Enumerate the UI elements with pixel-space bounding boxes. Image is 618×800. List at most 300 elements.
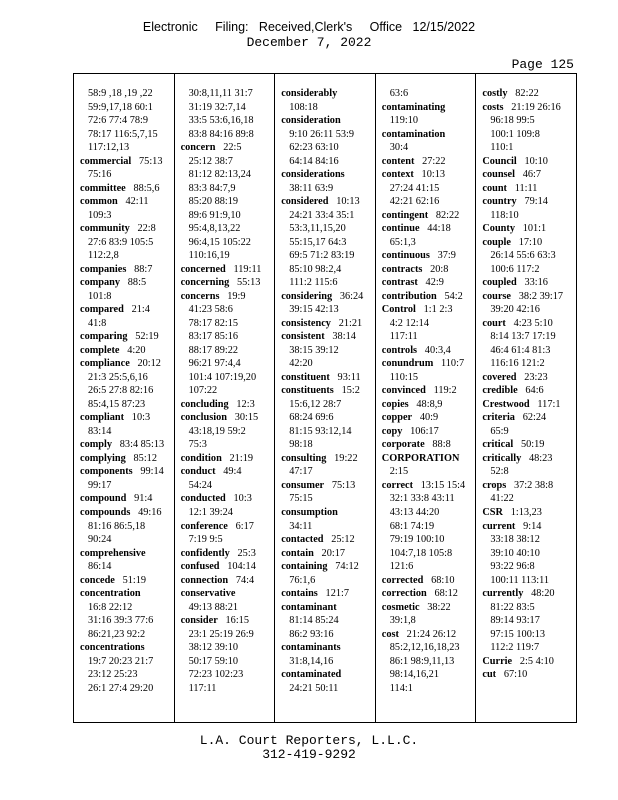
index-headword: condition [180,452,222,464]
index-entry [382,384,476,398]
index-entry [80,155,174,169]
index-refs-line: 21:3 25:5,6,16 [88,371,148,383]
index-headword: contain [281,547,314,559]
index-refs-line: 118:10 [490,209,519,221]
index-headword: comprehensive [80,547,146,559]
index-refs-line: 12:1 39:24 [188,506,233,518]
index-entry [80,182,174,196]
index-headword: compliance [80,358,130,370]
index-entry [181,520,275,534]
index-headword: comply [80,439,113,451]
index-headword: confused [180,561,220,573]
index-entry [382,344,476,358]
index-headword: companies [80,263,127,275]
index-refs-line: 81:12 82:13,24 [188,169,251,181]
index-entry [482,195,576,209]
index-headword: considering [281,290,333,302]
index-entry [382,303,476,317]
index-refs-line: 24:21 50:11 [289,682,339,694]
index-headword: course [482,290,511,302]
index-page-refs: 54:2 [444,290,463,302]
index-page-refs: 88:5,6 [133,182,160,194]
index-entry [80,330,174,344]
index-headword: common [80,196,118,208]
index-refs-line: 47:17 [289,466,313,478]
index-entry [80,547,174,561]
index-refs-line: 24:21 33:4 35:1 [289,209,355,221]
index-refs-line: 31:8,14,16 [289,655,334,667]
index-headword: compounds [80,506,131,518]
index-entry [382,263,476,277]
index-page-refs: 37:9 [437,250,456,262]
index-refs-line: 112:2,8 [88,250,119,262]
index-headword: concentration [80,588,141,600]
index-entry [281,290,375,304]
index-entry [281,506,375,520]
index-headword: corporate [381,439,425,451]
index-headword: concerning [180,277,230,289]
index-headword: contingent [381,209,429,221]
index-refs-line: 107:22 [188,385,218,397]
index-page-refs: 10:13 [421,169,446,181]
index-refs-line: 83:17 85:16 [188,331,239,343]
index-page-refs: 25:3 [237,547,256,559]
index-page-refs: 88:8 [432,439,451,451]
index-entry [281,560,375,574]
index-entry [382,479,476,493]
index-headword: correction [381,588,427,600]
index-headword: count [482,182,507,194]
index-page-refs: 21:24 26:12 [406,628,457,640]
index-entry [80,357,174,371]
index-refs-line: 43:13 44:20 [389,506,440,518]
index-refs-line: 86:14 [88,561,112,573]
index-page-refs: 22:5 [223,142,242,154]
index-page-refs: 20:17 [321,547,346,559]
index-entry [482,276,576,290]
index-entry [382,425,476,439]
index-headword: confidently [180,547,230,559]
index-page-refs: 46:7 [522,169,542,181]
index-refs-line: 90:24 [88,534,112,546]
index-entry [382,222,476,236]
index-refs-line: 8:14 13:7 17:19 [490,331,556,343]
index-refs-line: 109:3 [88,209,112,221]
index-refs-line: 39:10 40:10 [490,547,540,559]
page-number: Page 125 [511,57,574,72]
index-entry [382,398,476,412]
index-page-refs: 67:10 [503,669,528,681]
index-refs-line: 100:11 113:11 [490,574,550,586]
index-headword: complying [80,452,126,464]
index-refs-line: 85:20 88:19 [188,196,239,208]
index-headword: consistent [281,331,325,343]
index-page-refs: 25:12 [331,534,355,546]
index-headword: consumer [281,479,325,491]
index-headword: consistency [281,317,331,329]
index-page-refs: 13:15 15:4 [420,479,466,491]
index-page-refs: 117:1 [537,398,561,410]
index-refs-line: 88:17 89:22 [188,344,239,356]
index-page-refs: 91:4 [134,493,153,505]
index-page-refs: 21:21 [338,317,363,329]
index-entry [382,128,476,142]
index-entry [482,371,576,385]
index-column-2 [174,74,275,722]
index-headword: crops [482,479,507,491]
index-refs-line: 89:14 93:17 [490,615,540,627]
index-entry [281,195,375,209]
index-refs-line: 38:15 39:12 [289,344,339,356]
index-refs-line: 39:1,8 [389,615,416,627]
index-headword: concern [180,142,216,154]
reporter-phone: 312-419-9292 [262,747,356,762]
index-entry [181,465,275,479]
index-refs-line: 42:20 [289,358,313,370]
index-headword: correct [381,479,414,491]
index-headword: couple [482,236,511,248]
index-page-refs: 88:5 [127,277,147,289]
index-refs-line: 68:1 74:19 [389,520,435,532]
index-headword: contaminants [281,642,341,654]
index-refs-line: 117:11 [188,682,217,694]
index-refs-line: 65:9 [490,425,509,437]
index-page-refs: 62:24 [522,412,547,424]
index-headword: conclusion [180,412,227,424]
index-refs-line: 83:8 84:16 89:8 [188,128,254,140]
index-refs-line: 75:15 [289,493,313,505]
index-entry [181,574,275,588]
index-headword: contracts [381,263,423,275]
index-entry [281,114,375,128]
index-headword: consideration [281,115,341,127]
index-refs-line: 81:15 93:12,14 [289,425,352,437]
index-page-refs: 27:22 [422,155,446,167]
index-headword: contaminated [281,669,342,681]
index-headword: concluding [180,398,229,410]
index-entry [482,87,576,101]
index-entry [482,236,576,250]
index-page-refs: 17:10 [518,236,543,248]
index-entry [80,195,174,209]
index-column-1 [74,74,174,722]
index-page-refs: 38:22 [427,601,451,613]
index-refs-line: 111:2 115:6 [289,277,338,289]
index-refs-line: 26:1 27:4 29:20 [88,682,154,694]
index-entry [482,520,576,534]
index-refs-line: 15:6,12 28:7 [289,398,342,410]
index-refs-line: 49:13 88:21 [188,601,239,613]
index-page-refs: 21:4 [131,304,150,316]
index-page-refs: 93:11 [337,371,361,383]
index-entry [281,587,375,601]
index-refs-line: 101:4 107:19,20 [188,371,257,383]
index-page-refs: 50:19 [520,439,545,451]
index-headword: County [482,223,515,235]
index-entry [482,101,576,115]
index-entry [382,452,476,466]
index-headword: commercial [80,155,132,167]
index-entry [482,398,576,412]
index-page-refs: 10:3 [131,412,151,424]
index-entry [482,452,576,466]
index-refs-line: 85:4,15 87:23 [88,398,146,410]
index-headword: continue [381,223,420,235]
index-entry [281,87,375,101]
index-entry [80,587,174,601]
index-headword: company [80,277,121,289]
index-page-refs: 48:8,9 [416,398,443,410]
index-headword: concerns [180,290,220,302]
index-entry [382,249,476,263]
index-page-refs: 82:22 [435,209,460,221]
index-headword: copy [381,425,403,437]
index-refs-line: 46:4 61:4 81:3 [490,344,551,356]
index-refs-line: 76:1,6 [289,574,316,586]
index-page-refs: 119:2 [433,385,457,397]
index-page-refs: 74:12 [335,561,359,573]
index-headword: conservative [180,588,236,600]
index-page-refs: 10:10 [524,155,548,167]
index-page-refs: 82:22 [515,88,539,99]
index-headword: components [80,466,133,478]
index-headword: cut [482,669,497,681]
index-headword: contacted [281,534,324,546]
index-refs-line: 78:17 82:15 [188,317,239,329]
index-entry [482,438,576,452]
index-entry [281,547,375,561]
index-page-refs: 10:13 [336,196,360,208]
index-headword: committee [80,182,126,194]
index-entry [382,411,476,425]
index-refs-line: 110:16,19 [188,250,230,262]
index-page-refs: 48:20 [531,588,555,600]
index-page-refs: 75:13 [331,479,356,491]
index-entry [181,290,275,304]
index-page-refs: 74:4 [235,574,255,586]
index-entry [382,601,476,615]
index-refs-line: 41:8 [88,317,107,329]
index-headword: copies [381,398,409,410]
index-refs-line: 25:12 38:7 [188,155,233,167]
index-page-refs: 2:5 4:10 [519,655,554,667]
index-headword: conduct [180,466,216,478]
index-refs-line: 93:22 96:8 [490,561,535,573]
index-refs-line: 78:17 116:5,7,15 [88,128,158,140]
index-entry [80,492,174,506]
index-page-refs: 20:8 [430,263,449,275]
index-refs-line: 41:23 58:6 [188,304,233,316]
index-refs-line: 86:21,23 92:2 [88,628,146,640]
index-page-refs: 44:18 [427,223,451,235]
index-headword: conference [180,520,228,532]
index-entry [281,371,375,385]
index-page-refs: 106:17 [410,425,439,437]
index-entry [281,479,375,493]
index-page-refs: 119:11 [233,263,262,275]
index-refs-line: 95:4,8,13,22 [188,223,241,235]
index-column-3 [274,74,375,722]
index-headword: copper [381,412,413,424]
index-headword: Crestwood [482,398,530,410]
index-headword: cosmetic [381,601,420,613]
index-headword: consulting [281,452,327,464]
index-entry [80,574,174,588]
index-page-refs: 42:11 [125,196,149,208]
index-refs-line: 75:3 [188,439,207,451]
index-page-refs: 15:2 [341,385,360,397]
index-refs-line: 54:24 [188,479,213,491]
reporter-name: L.A. Court Reporters, L.L.C. [199,733,419,748]
index-refs-line: 89:6 91:9,10 [188,209,241,221]
index-entry [382,155,476,169]
index-entry [482,222,576,236]
index-page-refs: 40:9 [419,412,439,424]
index-page-refs: 55:13 [236,277,261,289]
index-headword: consider [180,615,218,627]
index-refs-line: 50:17 59:10 [188,655,239,667]
index-page-refs: 83:4 85:13 [119,439,165,451]
index-headword: CORPORATION [381,452,460,464]
index-headword: community [80,223,130,235]
index-headword: consumption [281,506,338,518]
index-page-refs: 49:4 [223,466,242,478]
index-refs-line: 112:2 119:7 [490,642,540,654]
index-entry [281,330,375,344]
index-entry [382,101,476,115]
index-refs-line: 19:7 20:23 21:7 [88,655,154,667]
index-refs-line: 38:12 39:10 [188,642,239,654]
index-refs-line: 58:9 ,18 ,19 ,22 [88,88,153,99]
index-refs-line: 27:6 83:9 105:5 [88,236,154,248]
index-refs-line: 99:17 [88,479,112,491]
index-entry [181,276,275,290]
index-refs-line: 64:14 84:16 [289,155,339,167]
index-entry [382,357,476,371]
index-refs-line: 65:1,3 [389,236,416,248]
index-refs-line: 63:6 [389,88,409,99]
index-page-refs: 79:14 [524,196,548,208]
index-refs-line: 96:21 97:4,4 [188,358,241,370]
index-entry [382,438,476,452]
index-page-refs: 68:12 [434,588,458,600]
index-headword: costs [482,101,504,113]
index-entry [382,276,476,290]
index-entry [482,290,576,304]
index-refs-line: 26:14 55:6 63:3 [490,250,556,262]
index-entry [181,492,275,506]
index-page-refs: 11:11 [514,182,538,194]
index-refs-line: 27:24 41:15 [389,182,440,194]
index-entry [80,411,174,425]
hearing-date: December 7, 2022 [246,35,372,50]
index-entry [382,574,476,588]
index-headword: comparing [80,331,128,343]
index-page-refs: 22:8 [137,223,156,235]
index-refs-line: 79:19 100:10 [389,534,445,546]
index-entry [181,547,275,561]
index-entry [482,479,576,493]
index-entry [382,587,476,601]
index-refs-line: 55:15,17 64:3 [289,236,347,248]
index-refs-line: 42:21 62:16 [389,196,440,208]
index-refs-line: 85:2,12,16,18,23 [389,642,460,654]
index-headword: connection [180,574,229,586]
index-column-4 [375,74,476,722]
index-headword: contrast [381,277,418,289]
index-entry [181,560,275,574]
index-refs-line: 117:11 [389,331,418,343]
index-headword: critical [482,439,514,451]
index-page-refs: 4:20 [127,344,146,356]
index-headword: contains [281,588,318,600]
index-refs-line: 98:14,16,21 [389,669,439,681]
index-headword: concerned [180,263,226,275]
index-page-refs: 68:10 [431,574,455,586]
index-headword: content [381,155,415,167]
index-page-refs: 1:1 2:3 [423,304,453,316]
index-refs-line: 110:15 [389,371,419,383]
index-headword: contaminant [281,601,337,613]
index-entry [482,655,576,669]
index-page-refs: 64:6 [525,385,544,397]
index-headword: constituents [281,385,334,397]
index-headword: concede [80,574,115,586]
index-entry [80,222,174,236]
index-page-refs: 38:14 [332,331,356,343]
index-entry [281,601,375,615]
index-headword: compound [80,493,127,505]
index-page-refs: 9:14 [523,520,542,532]
index-refs-line: 30:8,11,11 31:7 [188,88,253,99]
index-headword: critically [482,452,522,464]
index-page-refs: 6:17 [235,520,254,532]
index-refs-line: 26:5 27:8 82:16 [88,385,154,397]
index-refs-line: 81:22 83:5 [490,601,535,613]
index-entry [482,587,576,601]
index-entry [80,641,174,655]
index-refs-line: 114:1 [389,682,413,694]
word-index-table [73,73,577,723]
index-refs-line: 33:18 38:12 [490,534,540,546]
index-page-refs: 1:13,23 [510,506,542,518]
index-refs-line: 38:11 63:9 [289,182,334,194]
index-headword: convinced [381,385,426,397]
index-refs-line: 81:14 85:24 [289,615,339,627]
index-refs-line: 83:3 84:7,9 [188,182,236,194]
index-entry [181,452,275,466]
index-entry [80,263,174,277]
index-refs-line: 108:18 [289,101,318,113]
index-refs-line: 2:15 [389,466,409,478]
index-page-refs: 52:19 [135,331,159,343]
index-page-refs: 21:19 26:16 [511,101,561,113]
index-headword: cost [381,628,399,640]
index-headword: containing [281,561,328,573]
index-headword: continuous [381,250,430,262]
index-entry [80,303,174,317]
index-entry [281,168,375,182]
index-headword: contribution [381,290,437,302]
index-entry [181,263,275,277]
index-page-refs: 121:7 [325,588,350,600]
index-column-5 [475,74,576,722]
index-refs-line: 52:8 [490,466,509,478]
index-headword: corrected [381,574,424,586]
index-refs-line: 31:19 32:7,14 [188,101,246,113]
index-headword: Council [482,155,517,167]
index-headword: conundrum [381,358,434,370]
